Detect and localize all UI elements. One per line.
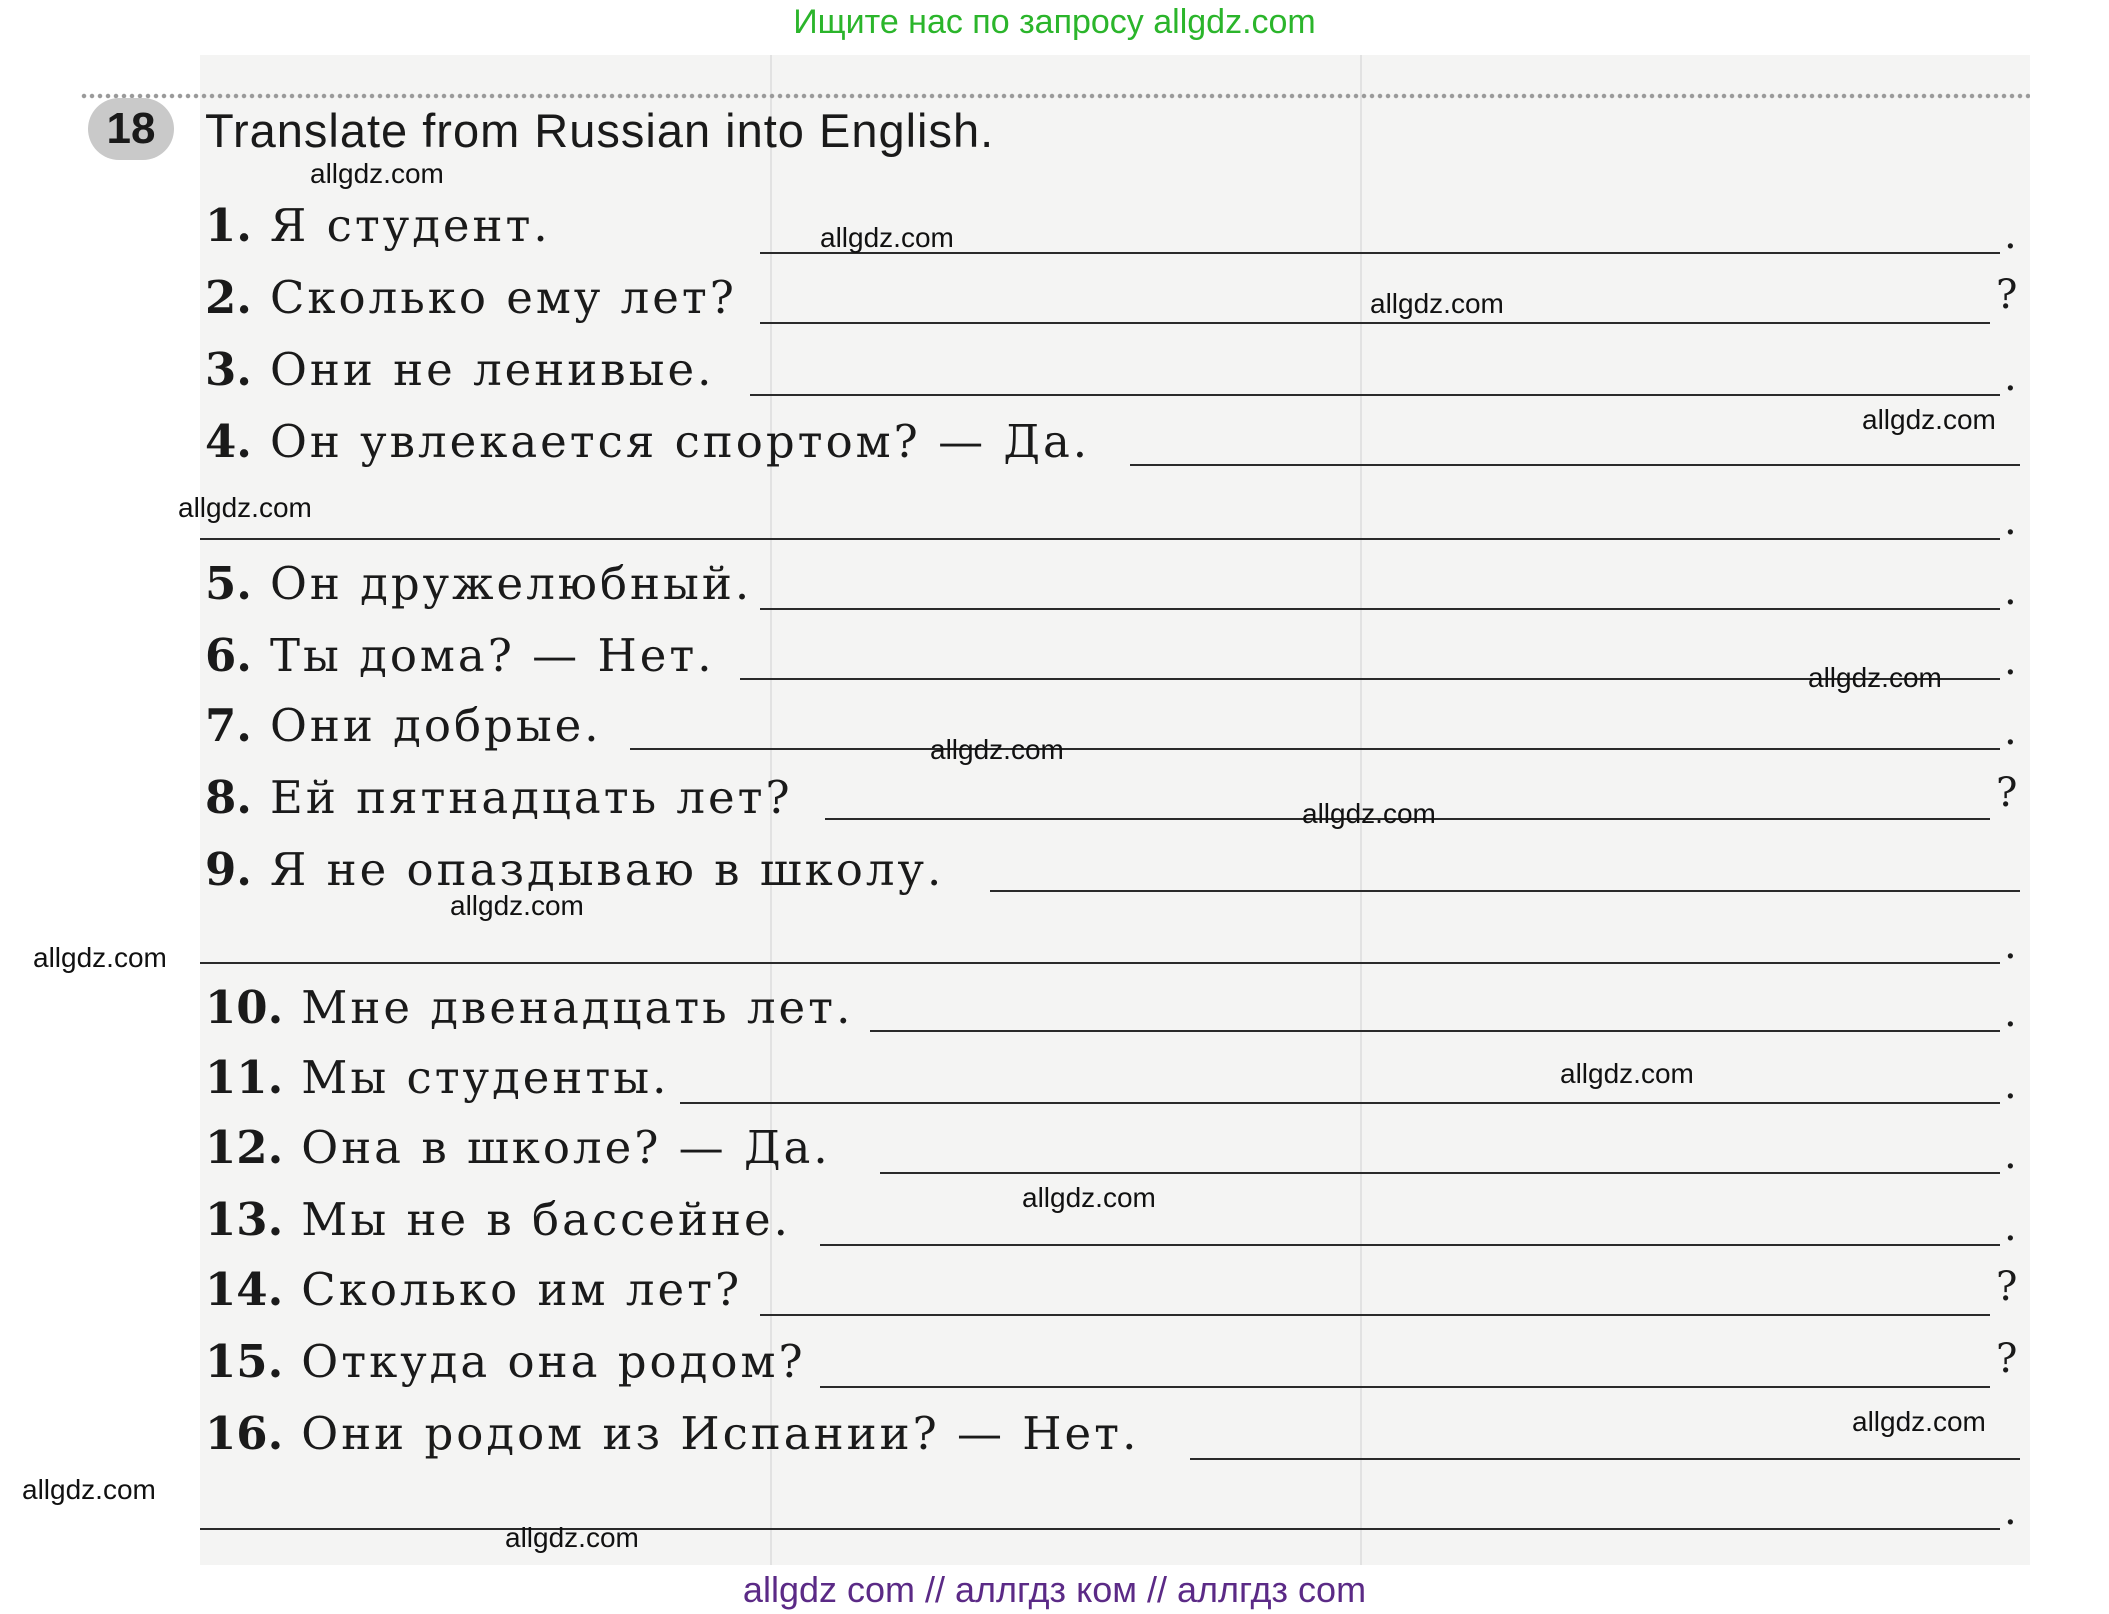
item-number: 15. xyxy=(205,1335,284,1388)
answer-line[interactable] xyxy=(1190,1458,2020,1460)
end-mark: . xyxy=(2004,354,2017,400)
list-item xyxy=(205,690,602,752)
list-item xyxy=(205,406,1090,468)
item-number: 4. xyxy=(205,415,252,468)
list-item xyxy=(205,972,853,1034)
list-item xyxy=(205,620,715,682)
watermark[interactable]: allgdz.com xyxy=(450,890,584,921)
watermark[interactable]: allgdz.com xyxy=(1852,1406,1986,1437)
item-number: 3. xyxy=(205,343,252,396)
watermark[interactable]: allgdz.com xyxy=(505,1522,639,1553)
item-text: Они родом из Испании? — Нет. xyxy=(301,1407,1140,1460)
item-number: 12. xyxy=(205,1121,284,1174)
item-text: Ты дома? — Нет. xyxy=(269,629,715,682)
end-mark: ? xyxy=(1996,770,2018,816)
answer-line[interactable] xyxy=(990,890,2020,892)
watermark[interactable]: allgdz.com xyxy=(33,942,167,973)
item-text: Ей пятнадцать лет? xyxy=(269,771,793,824)
item-number: 8. xyxy=(205,771,252,824)
list-item xyxy=(205,1398,1139,1460)
item-text: Они добрые. xyxy=(269,699,602,752)
end-mark: . xyxy=(2004,568,2017,614)
item-number: 16. xyxy=(205,1407,284,1460)
item-text: Они не ленивые. xyxy=(269,343,715,396)
list-item xyxy=(205,190,551,252)
item-text: Мы не в бассейне. xyxy=(301,1193,791,1246)
watermark[interactable]: allgdz.com xyxy=(310,158,444,189)
list-item xyxy=(205,262,737,324)
watermark[interactable]: allgdz.com xyxy=(930,734,1064,765)
item-number: 6. xyxy=(205,629,252,682)
end-mark: . xyxy=(2004,922,2017,968)
exercise-title: Translate from Russian into English. xyxy=(205,104,995,157)
item-number: 5. xyxy=(205,557,252,610)
item-text: Я студент. xyxy=(269,199,551,252)
top-banner[interactable]: Ищите нас по запросу allgdz.com xyxy=(793,3,1316,41)
answer-line[interactable] xyxy=(680,1102,2000,1104)
end-mark: . xyxy=(2004,1488,2017,1534)
item-number: 13. xyxy=(205,1193,284,1246)
list-item xyxy=(205,1326,806,1388)
list-item xyxy=(205,834,944,896)
item-text: Он дружелюбный. xyxy=(269,557,753,610)
item-number: 1. xyxy=(205,199,252,252)
item-text: Она в школе? — Да. xyxy=(301,1121,831,1174)
watermark[interactable]: allgdz.com xyxy=(1560,1058,1694,1089)
end-mark: ? xyxy=(1996,1336,2018,1382)
end-mark: . xyxy=(2004,498,2017,544)
list-item xyxy=(205,334,714,396)
watermark[interactable]: allgdz.com xyxy=(1302,798,1436,829)
answer-line[interactable] xyxy=(870,1030,2000,1032)
watermark[interactable]: allgdz.com xyxy=(22,1474,156,1505)
list-item xyxy=(205,762,793,824)
watermark[interactable]: allgdz.com xyxy=(1022,1182,1156,1213)
watermark[interactable]: allgdz.com xyxy=(1862,404,1996,435)
item-text: Откуда она родом? xyxy=(301,1335,806,1388)
answer-line[interactable] xyxy=(880,1172,2000,1174)
item-number: 7. xyxy=(205,699,252,752)
watermark[interactable]: allgdz.com xyxy=(1370,288,1504,319)
end-mark: . xyxy=(2004,638,2017,684)
list-item xyxy=(205,1184,791,1246)
end-mark: . xyxy=(2004,1204,2017,1250)
bottom-banner[interactable]: allgdz com // аллгдз ком // аллгдз com xyxy=(742,1569,1367,1610)
list-item xyxy=(205,1042,669,1104)
item-number: 9. xyxy=(205,843,252,896)
answer-line[interactable] xyxy=(760,1314,1990,1316)
end-mark: . xyxy=(2004,990,2017,1036)
answer-line[interactable] xyxy=(760,322,1990,324)
end-mark: . xyxy=(2004,212,2017,258)
answer-line[interactable] xyxy=(200,538,2000,540)
answer-line[interactable] xyxy=(630,748,2000,750)
end-mark: . xyxy=(2004,1062,2017,1108)
watermark[interactable]: allgdz.com xyxy=(1808,662,1942,693)
item-number: 14. xyxy=(205,1263,284,1316)
item-text: Мы студенты. xyxy=(301,1051,670,1104)
item-text: Мне двенадцать лет. xyxy=(301,981,854,1034)
end-mark: . xyxy=(2004,1132,2017,1178)
answer-line[interactable] xyxy=(750,394,2000,396)
list-item xyxy=(205,548,752,610)
item-text: Он увлекается спортом? — Да. xyxy=(269,415,1091,468)
list-item xyxy=(205,1112,831,1174)
item-text: Сколько им лет? xyxy=(301,1263,743,1316)
watermark[interactable]: allgdz.com xyxy=(178,492,312,523)
answer-line[interactable] xyxy=(820,1386,1990,1388)
dotted-rule xyxy=(80,93,2030,99)
item-number: 11. xyxy=(205,1051,284,1104)
answer-line[interactable] xyxy=(760,608,2000,610)
exercise-number-badge: 18 xyxy=(88,98,174,160)
answer-line[interactable] xyxy=(820,1244,2000,1246)
end-mark: ? xyxy=(1996,1264,2018,1310)
watermark[interactable]: allgdz.com xyxy=(820,222,954,253)
item-number: 10. xyxy=(205,981,284,1034)
answer-line[interactable] xyxy=(200,962,2000,964)
item-text: Сколько ему лет? xyxy=(269,271,737,324)
answer-line[interactable] xyxy=(200,1528,2000,1530)
item-number: 2. xyxy=(205,271,252,324)
item-text: Я не опаздываю в школу. xyxy=(269,843,945,896)
end-mark: . xyxy=(2004,708,2017,754)
list-item xyxy=(205,1254,742,1316)
end-mark: ? xyxy=(1996,272,2018,318)
answer-line[interactable] xyxy=(1130,464,2020,466)
